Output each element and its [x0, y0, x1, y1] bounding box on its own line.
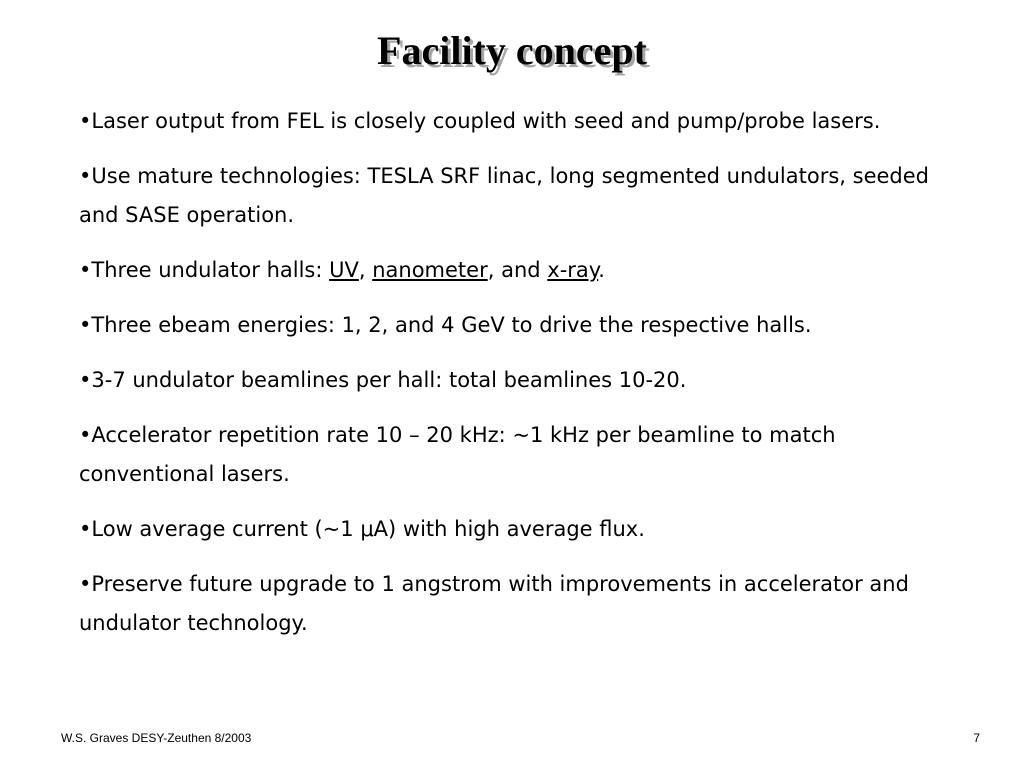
bullet-list — [79, 102, 959, 659]
bullet-text: , and — [487, 258, 548, 282]
footer-author-date: W.S. Graves DESY-Zeuthen 8/2003 — [61, 731, 252, 745]
bullet-item: •Preserve future upgrade to 1 angstrom with improvements in accelerator and undulator technology. — [79, 572, 909, 635]
nanometer-link[interactable]: nanometer — [372, 258, 488, 282]
bullet-text: •Three undulator halls: — [79, 258, 330, 282]
page-number: 7 — [973, 731, 980, 745]
bullet-item: •Low average current (~1 μA) with high average flux. — [79, 517, 645, 541]
bullet-item: •Accelerator repetition rate 10 – 20 kHz: ~1 kHz per beamline to match conventional lasers. — [79, 423, 836, 486]
bullet-item-undulator-halls — [79, 251, 959, 290]
bullet-item: •3-7 undulator beamlines per hall: total beamlines 10-20. — [79, 368, 687, 392]
bullet-item: •Laser output from FEL is closely coupled with seed and pump/probe lasers. — [79, 109, 881, 133]
bullet-item: •Three ebeam energies: 1, 2, and 4 GeV to drive the respective halls. — [79, 313, 812, 337]
bullet-item: •Use mature technologies: TESLA SRF linac, long segmented undulators, seeded and SASE operation. — [79, 164, 929, 227]
bullet-text: , — [358, 258, 373, 282]
slide-title: Facility concept — [377, 28, 647, 73]
x-ray-link[interactable]: x-ray — [547, 258, 599, 282]
uv-link[interactable]: UV — [329, 258, 359, 282]
bullet-text: . — [598, 258, 605, 282]
